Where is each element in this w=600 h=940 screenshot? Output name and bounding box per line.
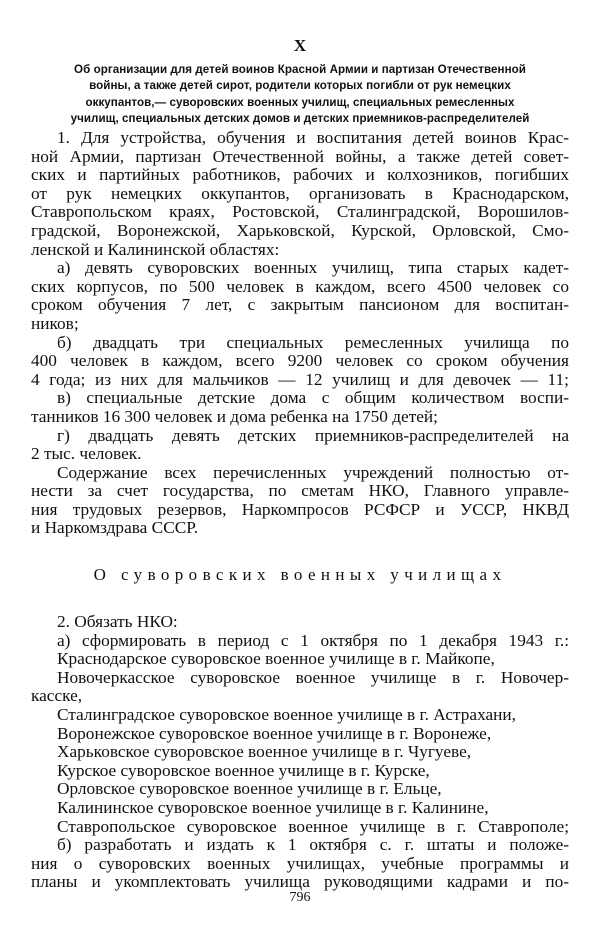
text-line: Сталинградское суворовское военное училище в г. Астрахани, [57, 704, 516, 724]
section-title [30, 62, 570, 127]
text-line: от рук немецких оккупантов, организовать в Краснодарском, [31, 183, 569, 203]
text-line: Воронежское суворовское военное училище в г. Воронеже, [57, 723, 492, 743]
text-line: а) сформировать в период с 1 октября по 1 декабря 1943 г.: [57, 630, 569, 650]
text-line: планы и укомплектовать училища руководящими кадрами и по- [31, 872, 569, 892]
text-line: ния о суворовских военных училищах, учебные программы и [31, 853, 569, 873]
text-line: Содержание всех перечисленных учреждений полностью от- [57, 462, 569, 482]
text-line: Калининское суворовское военное училище в г. Калинине, [57, 797, 489, 817]
text-line: ских и партийных работников, рабочих и колхозников, погибших [31, 165, 569, 185]
text-line: ских корпусов, по 500 человек в каждом, всего 4500 человек со [31, 276, 569, 296]
title-line: войны, а также детей сирот, родители которых погибли от рук немецких [89, 79, 511, 93]
text-line: Новочеркасское суворовское военное училище в г. Новочер- [57, 667, 569, 687]
text-line: Орловское суворовское военное училище в г. Ельце, [57, 779, 442, 799]
page-number: 796 [289, 890, 311, 905]
text-line: танников 16 300 человек и дома ребенка на 1750 детей; [31, 406, 438, 426]
text-line: ленской и Калининской областях: [31, 239, 280, 259]
text-line: Харьковское суворовское военное училище в г. Чугуеве, [57, 742, 472, 762]
text-line: в) специальные детские дома с общим количеством воспи- [57, 388, 569, 408]
text-line: ния трудовых резервов, Наркомпросов РСФСР и УССР, НКВД [31, 499, 569, 519]
text-line: г) двадцать девять детских приемников-распределителей на [57, 425, 569, 445]
text-line: касске, [31, 686, 83, 706]
text-line: Краснодарское суворовское военное училище в г. Майкопе, [57, 649, 495, 669]
text-line: 2 тыс. человек. [31, 444, 142, 464]
paragraph-block-2 [31, 613, 569, 892]
title-line: училищ, специальных детских домов и детских приемников-распределителей [70, 111, 530, 125]
text-line: б) разработать и издать к 1 октября с. г. штаты и положе- [57, 835, 569, 855]
paragraph-block-1 [31, 129, 569, 538]
text-line: нести за счет государства, по сметам НКО, Главного управле- [31, 481, 569, 501]
text-line: 2. Обязать НКО: [57, 612, 178, 631]
text-line: сроком обучения 7 лет, с закрытым пансионом для воспитан- [31, 295, 569, 315]
text-line: Ставропольское суворовское военное училище в г. Ставрополе; [57, 816, 569, 836]
text-line: и Наркомздрава СССР. [31, 518, 199, 538]
text-line: 400 человек в каждом, всего 9200 человек со сроком обучения [31, 351, 569, 371]
text-line: ной Армии, партизан Отечественной войны, а также детей совет- [31, 146, 569, 166]
text-line: градской, Воронежской, Харьковской, Курской, Орловской, Смо- [31, 220, 569, 240]
text-line: 1. Для устройства, обучения и воспитания детей воинов Крас- [57, 128, 569, 147]
text-line: б) двадцать три специальных ремесленных училища по [57, 332, 569, 352]
text-line: Ставропольском краях, Ростовской, Сталинградской, Ворошилов- [31, 202, 569, 222]
subheading: О суворовских военных училищах [93, 565, 507, 584]
section-numeral: X [293, 36, 307, 55]
text-line: а) девять суворовских военных училищ, типа старых кадет- [57, 258, 569, 278]
text-line: 4 года; из них для мальчиков — 12 училищ и для девочек — 11; [31, 369, 569, 389]
text-line: ников; [31, 313, 79, 333]
title-line: оккупантов,— суворовских военных училищ, специальных ремесленных [85, 95, 515, 109]
text-line: Курское суворовское военное училище в г. Курске, [57, 760, 430, 780]
title-line: Об организации для детей воинов Красной Армии и партизан Отечественной [74, 63, 526, 76]
